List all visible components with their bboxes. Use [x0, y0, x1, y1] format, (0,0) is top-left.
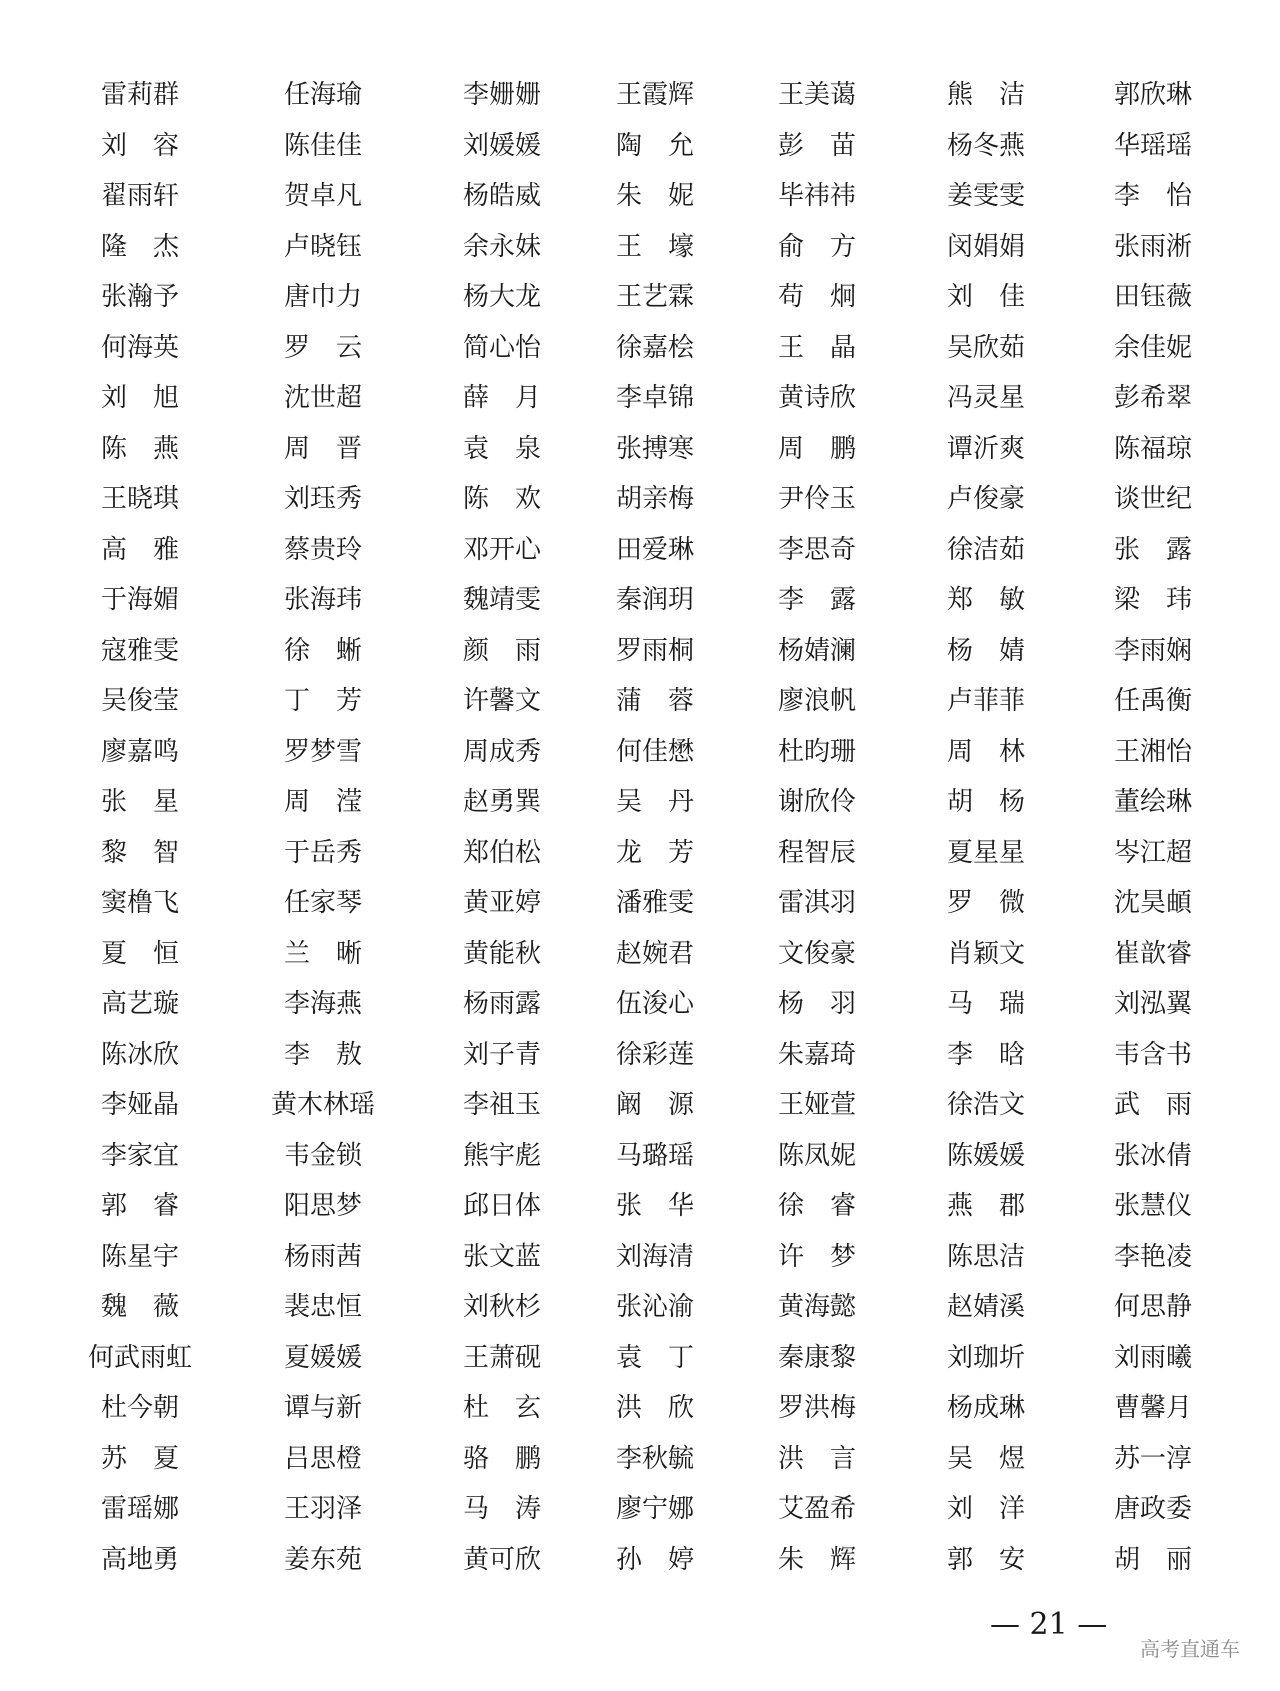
name-row	[0, 474, 1280, 525]
name-cell: 黄可欣	[462, 1544, 541, 1575]
name-cell: 俞 方	[777, 231, 856, 262]
name-cell: 谭沂爽	[946, 433, 1025, 464]
name-row	[0, 727, 1280, 778]
name-cell: 刘媛媛	[462, 130, 541, 161]
name-cell: 熊宇彪	[462, 1140, 541, 1171]
name-cell: 潘雅雯	[615, 888, 694, 918]
name-cell: 尹伶玉	[777, 484, 856, 514]
name-cell: 任家琴	[283, 888, 362, 918]
name-cell: 王晓琪	[100, 484, 179, 514]
name-row	[0, 121, 1280, 172]
name-cell: 姜东苑	[283, 1544, 362, 1575]
name-cell: 田爱琳	[615, 534, 694, 565]
name-cell: 张文蓝	[462, 1241, 541, 1272]
name-cell: 徐彩莲	[615, 1039, 694, 1070]
name-cell: 王 壕	[615, 231, 694, 262]
name-cell: 熊 洁	[946, 80, 1025, 110]
name-row	[0, 929, 1280, 980]
name-cell: 李姗姗	[462, 80, 541, 110]
name-cell: 洪 言	[777, 1443, 856, 1474]
name-cell: 廖浪帆	[777, 686, 856, 716]
name-cell: 任禹衡	[1113, 686, 1192, 716]
name-cell: 于岳秀	[283, 837, 362, 868]
name-cell: 胡亲梅	[615, 484, 694, 514]
name-cell: 陈媛媛	[946, 1140, 1025, 1171]
name-cell: 邓开心	[462, 534, 541, 565]
name-cell: 罗雨桐	[615, 635, 694, 666]
name-cell: 岑江超	[1113, 837, 1192, 868]
name-cell: 董绘琳	[1113, 787, 1192, 817]
name-cell: 赵勇巽	[462, 787, 541, 817]
name-cell: 肖颖文	[946, 938, 1025, 969]
name-row	[0, 1333, 1280, 1384]
name-cell: 朱嘉琦	[777, 1039, 856, 1070]
name-cell: 华瑶瑶	[1113, 130, 1192, 161]
name-cell: 窦橹飞	[100, 888, 179, 918]
name-cell: 燕 郡	[946, 1191, 1025, 1221]
name-cell: 雷莉群	[100, 80, 179, 110]
name-cell: 魏 薇	[100, 1292, 179, 1322]
name-cell: 杨雨茜	[283, 1241, 362, 1272]
name-cell: 徐洁茹	[946, 534, 1025, 565]
name-cell: 杨皓威	[462, 181, 541, 211]
name-cell: 谭与新	[283, 1393, 362, 1423]
name-row	[0, 1535, 1280, 1586]
name-cell: 徐嘉桧	[615, 332, 694, 363]
name-cell: 贺卓凡	[283, 181, 362, 211]
name-cell: 张雨淅	[1113, 231, 1192, 262]
name-cell: 马 瑞	[946, 989, 1025, 1019]
name-cell: 唐巾力	[283, 282, 362, 312]
name-cell: 杨冬燕	[946, 130, 1025, 161]
name-cell: 张 露	[1113, 534, 1192, 565]
name-cell: 许馨文	[462, 686, 541, 716]
name-cell: 李祖玉	[462, 1090, 541, 1120]
name-cell: 刘海清	[615, 1241, 694, 1272]
name-cell: 卢俊豪	[946, 484, 1025, 514]
name-cell: 刘 旭	[100, 383, 179, 413]
name-row	[0, 676, 1280, 727]
name-cell: 苏一淳	[1113, 1443, 1192, 1474]
name-cell: 李娅晶	[100, 1090, 179, 1120]
name-cell: 李 敖	[283, 1039, 362, 1070]
name-cell: 薛 月	[462, 383, 541, 413]
name-cell: 陈星宇	[100, 1241, 179, 1272]
name-row	[0, 373, 1280, 424]
name-cell: 任海瑜	[283, 80, 362, 110]
name-cell: 陈冰欣	[100, 1039, 179, 1070]
name-cell: 王艺霖	[615, 282, 694, 312]
name-cell: 吴俊莹	[100, 686, 179, 716]
name-cell: 许 梦	[777, 1241, 856, 1272]
name-cell: 马 涛	[462, 1494, 541, 1524]
name-cell: 毕祎祎	[777, 181, 856, 211]
name-cell: 陈思洁	[946, 1241, 1025, 1272]
name-cell: 吕思橙	[283, 1443, 362, 1474]
names-grid	[0, 70, 1280, 1585]
name-cell: 黎 智	[100, 837, 179, 868]
name-row	[0, 1282, 1280, 1333]
name-cell: 李思奇	[777, 534, 856, 565]
name-cell: 王霞辉	[615, 80, 694, 110]
name-cell: 苟 炯	[777, 282, 856, 312]
name-cell: 周 滢	[283, 787, 362, 817]
name-cell: 吴 煜	[946, 1443, 1025, 1474]
name-cell: 李雨娴	[1113, 635, 1192, 666]
name-cell: 何武雨虹	[87, 1342, 192, 1373]
name-cell: 蔡贵玲	[283, 534, 362, 565]
name-cell: 刘秋杉	[462, 1292, 541, 1322]
name-cell: 陈福琼	[1113, 433, 1192, 464]
name-cell: 余永妹	[462, 231, 541, 262]
name-cell: 彭希翠	[1113, 383, 1192, 413]
name-cell: 杜 玄	[462, 1393, 541, 1423]
name-cell: 姜雯雯	[946, 181, 1025, 211]
name-row	[0, 222, 1280, 273]
name-cell: 陈 燕	[100, 433, 179, 464]
name-cell: 马璐瑶	[615, 1140, 694, 1171]
name-cell: 高艺璇	[100, 989, 179, 1019]
name-cell: 郑 敏	[946, 585, 1025, 615]
name-cell: 郑伯松	[462, 837, 541, 868]
name-row	[0, 979, 1280, 1030]
name-cell: 秦润玥	[615, 585, 694, 615]
name-cell: 徐浩文	[946, 1090, 1025, 1120]
name-cell: 李卓锦	[615, 383, 694, 413]
name-cell: 陈佳佳	[283, 130, 362, 161]
name-row	[0, 828, 1280, 879]
name-cell: 孙 婷	[615, 1544, 694, 1575]
name-cell: 陈凤妮	[777, 1140, 856, 1171]
name-cell: 杜昀珊	[777, 736, 856, 767]
name-cell: 罗 微	[946, 888, 1025, 918]
name-cell: 王湘怡	[1113, 736, 1192, 767]
name-cell: 杨大龙	[462, 282, 541, 312]
name-cell: 韦含书	[1113, 1039, 1192, 1070]
name-cell: 王美蔼	[777, 80, 856, 110]
name-cell: 邱日体	[462, 1191, 541, 1221]
name-cell: 张冰倩	[1113, 1140, 1192, 1171]
name-cell: 袁 泉	[462, 433, 541, 464]
name-cell: 周成秀	[462, 736, 541, 767]
name-cell: 隆 杰	[100, 231, 179, 262]
name-row	[0, 272, 1280, 323]
name-cell: 周 林	[946, 736, 1025, 767]
name-cell: 裴忠恒	[283, 1292, 362, 1322]
name-cell: 刘雨曦	[1113, 1342, 1192, 1373]
name-cell: 周 晋	[283, 433, 362, 464]
name-cell: 李家宜	[100, 1140, 179, 1171]
name-cell: 杨婧澜	[777, 635, 856, 666]
name-row	[0, 323, 1280, 374]
name-cell: 何思静	[1113, 1292, 1192, 1322]
name-cell: 郭欣琳	[1113, 80, 1192, 110]
name-cell: 龙 芳	[615, 837, 694, 868]
name-cell: 袁 丁	[615, 1342, 694, 1373]
name-cell: 杨雨露	[462, 989, 541, 1019]
name-cell: 魏靖雯	[462, 585, 541, 615]
name-cell: 胡 杨	[946, 787, 1025, 817]
name-cell: 罗梦雪	[283, 736, 362, 767]
name-cell: 张海玮	[283, 585, 362, 615]
name-cell: 王娅萱	[777, 1090, 856, 1120]
name-cell: 伍浚心	[615, 989, 694, 1019]
name-cell: 吴欣茹	[946, 332, 1025, 363]
name-cell: 杨 婧	[946, 635, 1025, 666]
name-cell: 武 雨	[1113, 1090, 1192, 1120]
name-cell: 刘 佳	[946, 282, 1025, 312]
name-cell: 黄木林瑶	[270, 1090, 375, 1120]
name-cell: 张搏寒	[615, 433, 694, 464]
name-cell: 阳思梦	[283, 1191, 362, 1221]
name-row	[0, 171, 1280, 222]
name-cell: 罗 云	[283, 332, 362, 363]
name-cell: 卢晓钰	[283, 231, 362, 262]
name-cell: 张沁渝	[615, 1292, 694, 1322]
name-cell: 黄亚婷	[462, 888, 541, 918]
name-row	[0, 1030, 1280, 1081]
name-cell: 杨成琳	[946, 1393, 1025, 1423]
name-cell: 何海英	[100, 332, 179, 363]
name-cell: 徐 蜥	[283, 635, 362, 666]
name-cell: 李 晗	[946, 1039, 1025, 1070]
name-cell: 李艳凌	[1113, 1241, 1192, 1272]
name-cell: 寇雅雯	[100, 635, 179, 666]
name-row	[0, 878, 1280, 929]
name-cell: 何佳懋	[615, 736, 694, 767]
name-cell: 余佳妮	[1113, 332, 1192, 363]
name-cell: 王 晶	[777, 332, 856, 363]
name-cell: 沈昊頔	[1113, 888, 1192, 918]
name-cell: 夏 恒	[100, 938, 179, 969]
name-cell: 廖宁娜	[615, 1494, 694, 1524]
name-cell: 黄能秋	[462, 938, 541, 969]
name-cell: 黄海懿	[777, 1292, 856, 1322]
name-cell: 彭 苗	[777, 130, 856, 161]
page-number: — 21 —	[990, 1607, 1108, 1642]
name-cell: 梁 玮	[1113, 585, 1192, 615]
name-cell: 曹馨月	[1113, 1393, 1192, 1423]
name-cell: 刘子青	[462, 1039, 541, 1070]
name-cell: 杜今朝	[100, 1393, 179, 1423]
name-cell: 郭 睿	[100, 1191, 179, 1221]
name-row	[0, 1434, 1280, 1485]
name-row	[0, 525, 1280, 576]
name-cell: 沈世超	[283, 383, 362, 413]
name-row	[0, 1232, 1280, 1283]
name-cell: 李海燕	[283, 989, 362, 1019]
name-cell: 廖嘉鸣	[100, 736, 179, 767]
name-cell: 张 华	[615, 1191, 694, 1221]
name-cell: 兰 晰	[283, 938, 362, 969]
name-cell: 冯灵星	[946, 383, 1025, 413]
name-cell: 王羽泽	[283, 1494, 362, 1524]
name-cell: 于海媚	[100, 585, 179, 615]
name-cell: 韦金锁	[283, 1140, 362, 1171]
name-row	[0, 424, 1280, 475]
name-cell: 刘 容	[100, 130, 179, 161]
name-cell: 雷淇羽	[777, 888, 856, 918]
name-row	[0, 777, 1280, 828]
name-cell: 高地勇	[100, 1544, 179, 1575]
name-cell: 陈 欢	[462, 484, 541, 514]
name-cell: 丁 芳	[283, 686, 362, 716]
name-cell: 张瀚予	[100, 282, 179, 312]
name-cell: 李 怡	[1113, 181, 1192, 211]
name-cell: 高 雅	[100, 534, 179, 565]
name-row	[0, 1131, 1280, 1182]
name-cell: 黄诗欣	[777, 383, 856, 413]
name-cell: 杨 羽	[777, 989, 856, 1019]
name-cell: 文俊豪	[777, 938, 856, 969]
name-row	[0, 1383, 1280, 1434]
name-cell: 骆 鹏	[462, 1443, 541, 1474]
name-cell: 颜 雨	[462, 635, 541, 666]
name-row	[0, 1080, 1280, 1131]
name-cell: 陶 允	[615, 130, 694, 161]
name-cell: 艾盈希	[777, 1494, 856, 1524]
name-cell: 刘珈圻	[946, 1342, 1025, 1373]
name-cell: 刘珏秀	[283, 484, 362, 514]
name-cell: 苏 夏	[100, 1443, 179, 1474]
name-cell: 周 鹏	[777, 433, 856, 464]
name-cell: 洪 欣	[615, 1393, 694, 1423]
name-cell: 翟雨轩	[100, 181, 179, 211]
name-cell: 吴 丹	[615, 787, 694, 817]
name-cell: 赵婉君	[615, 938, 694, 969]
name-cell: 刘泓翼	[1113, 989, 1192, 1019]
name-cell: 李 露	[777, 585, 856, 615]
name-cell: 卢菲菲	[946, 686, 1025, 716]
name-cell: 朱 辉	[777, 1544, 856, 1575]
name-cell: 张 星	[100, 787, 179, 817]
name-cell: 胡 丽	[1113, 1544, 1192, 1575]
name-cell: 夏星星	[946, 837, 1025, 868]
name-cell: 张慧仪	[1113, 1191, 1192, 1221]
watermark-text: 高考直通车	[1140, 1637, 1240, 1661]
name-cell: 罗洪梅	[777, 1393, 856, 1423]
name-cell: 田钰薇	[1113, 282, 1192, 312]
name-row	[0, 1181, 1280, 1232]
name-cell: 雷瑶娜	[100, 1494, 179, 1524]
name-cell: 秦康黎	[777, 1342, 856, 1373]
name-cell: 谢欣伶	[777, 787, 856, 817]
name-row	[0, 626, 1280, 677]
name-cell: 蒲 蓉	[615, 686, 694, 716]
name-cell: 徐 睿	[777, 1191, 856, 1221]
name-cell: 唐政委	[1113, 1494, 1192, 1524]
name-row	[0, 575, 1280, 626]
name-cell: 阚 源	[615, 1090, 694, 1120]
name-cell: 李秋毓	[615, 1443, 694, 1474]
name-cell: 赵婧溪	[946, 1292, 1025, 1322]
name-cell: 简心怡	[462, 332, 541, 363]
name-cell: 朱 妮	[615, 181, 694, 211]
name-cell: 闵娟娟	[946, 231, 1025, 262]
name-cell: 谈世纪	[1113, 484, 1192, 514]
name-cell: 夏媛媛	[283, 1342, 362, 1373]
name-cell: 刘 洋	[946, 1494, 1025, 1524]
name-cell: 程智辰	[777, 837, 856, 868]
name-cell: 王萧砚	[462, 1342, 541, 1373]
name-cell: 郭 安	[946, 1544, 1025, 1575]
name-cell: 崔歆睿	[1113, 938, 1192, 969]
name-row	[0, 70, 1280, 121]
name-row	[0, 1484, 1280, 1535]
